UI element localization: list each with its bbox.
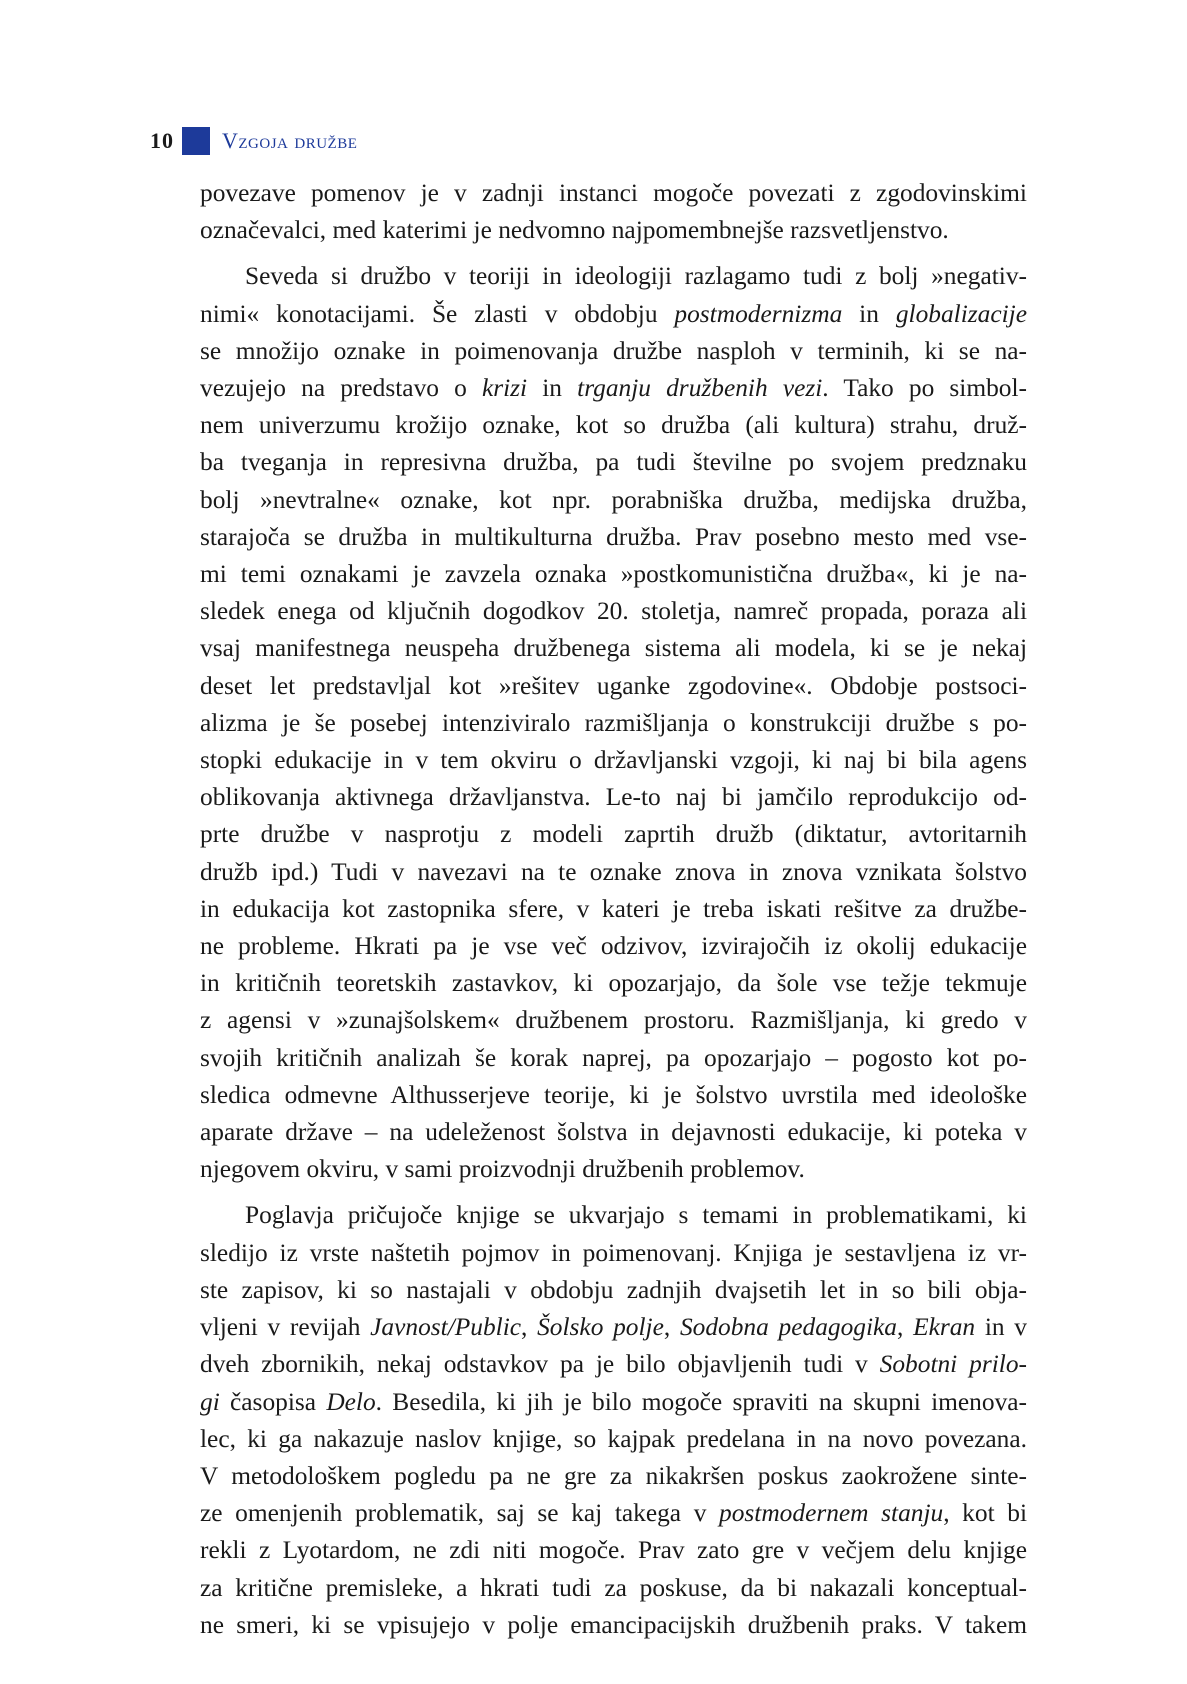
text-line — [200, 444, 1027, 481]
text-line — [200, 1607, 1027, 1644]
text-line — [200, 891, 1027, 928]
text-run: prte družbe v nasprotju z modeli zaprtih družb (diktatur, avtoritarnih — [200, 820, 1027, 849]
text-line — [200, 668, 1027, 705]
text-run: družb ipd.) Tudi v navezavi na te oznake znova in znova vznikata šolstvo — [200, 857, 1027, 886]
text-line — [200, 779, 1027, 816]
text-run: mi temi oznakami je zavzela oznaka »postkomunistična družba«, ki je na- — [200, 560, 1027, 589]
text-run: sledijo iz vrste naštetih pojmov in poimenovanj. Knjiga je sestavljena iz vr- — [200, 1238, 1027, 1267]
text-line — [200, 258, 1027, 295]
text-run: dveh zbornikih, nekaj odstavkov pa je bilo objavljenih tudi v — [200, 1350, 880, 1379]
text-run: , — [897, 1313, 914, 1342]
text-run: vsaj manifestnega neuspeha družbenega sistema ali modela, ki se je nekaj — [200, 634, 1027, 663]
text-line — [200, 1040, 1027, 1077]
text-run: ne smeri, ki se vpisujejo v polje emancipacijskih družbenih praks. V takem — [200, 1610, 1027, 1639]
text-line — [200, 1495, 1027, 1532]
text-line — [200, 1458, 1027, 1495]
text-run: ste zapisov, ki so nastajali v obdobju zadnjih dvajsetih let in so bili obja- — [200, 1275, 1027, 1304]
text-line — [200, 1077, 1027, 1114]
paragraph — [200, 258, 1027, 1188]
text-line — [200, 742, 1027, 779]
italic-term: postmodernizma — [674, 299, 843, 328]
text-run: rekli z Lyotardom, ne zdi niti mogoče. Prav zato gre v večjem delu knjige — [200, 1536, 1027, 1565]
text-line — [200, 1309, 1027, 1346]
text-line — [200, 407, 1027, 444]
text-run: deset let predstavljal kot »rešitev uganke zgodovine«. Obdobje postsoci- — [200, 671, 1027, 700]
text-line — [200, 816, 1027, 853]
text-line — [200, 482, 1027, 519]
text-run: lec, ki ga nakazuje naslov knjige, so kajpak predelana in na novo povezana. — [200, 1424, 1027, 1453]
text-run: svojih kritičnih analizah še korak naprej, pa opozarjajo – pogosto kot po- — [200, 1043, 1027, 1072]
text-line — [200, 1235, 1027, 1272]
text-run: V metodološkem pogledu pa ne gre za nikakršen poskus zaokrožene sinte- — [200, 1461, 1027, 1490]
text-run: . Tako po simbol- — [822, 374, 1027, 403]
text-run: in — [842, 299, 896, 328]
text-run: povezave pomenov je v zadnji instanci mogoče povezati z zgodovinskimi — [200, 179, 1027, 207]
text-run: , — [663, 1313, 680, 1342]
blue-square-marker — [182, 127, 210, 155]
text-run: njegovem okviru, v sami proizvodnji družbenih problemov. — [200, 1155, 805, 1184]
text-run: časopisa — [219, 1387, 327, 1416]
text-line — [200, 370, 1027, 407]
text-run: in v — [975, 1313, 1027, 1342]
italic-term: trganju družbenih vezi — [577, 374, 823, 403]
text-line — [200, 1384, 1027, 1421]
text-line — [200, 1421, 1027, 1458]
text-line — [200, 333, 1027, 370]
text-run: . Besedila, ki jih je bilo mogoče spraviti na skupni imenova- — [375, 1387, 1027, 1416]
text-run: se množijo oznake in poimenovanja družbe nasploh v terminih, ki se na- — [200, 336, 1027, 365]
text-line — [200, 175, 1027, 212]
text-line — [200, 1197, 1027, 1234]
text-run: sledica odmevne Althusserjeve teorije, ki je šolstvo uvrstila med ideološke — [200, 1080, 1027, 1109]
text-run: Poglavja pričujoče knjige se ukvarjajo s temami in problematikami, ki — [245, 1201, 1027, 1230]
text-run: , — [521, 1313, 538, 1342]
text-run: in — [527, 374, 578, 403]
text-line — [200, 1570, 1027, 1607]
italic-term: Sobotni prilo- — [879, 1350, 1027, 1379]
text-run: oblikovanja aktivnega državljanstva. Le-to naj bi jamčilo reprodukcijo od- — [200, 783, 1027, 812]
italic-term: Javnost/Public — [370, 1313, 522, 1342]
running-header — [150, 125, 357, 157]
italic-term: Šolsko polje — [537, 1313, 664, 1342]
italic-term: postmodernem stanju — [719, 1499, 944, 1528]
text-line — [200, 928, 1027, 965]
page-number: 10 — [150, 128, 174, 153]
text-line — [200, 212, 1027, 249]
body-text — [200, 175, 1027, 1653]
text-run: nimi« konotacijami. Še zlasti v obdobju — [200, 299, 675, 328]
paragraph — [200, 175, 1027, 249]
text-run: nem univerzumu krožijo oznake, kot so družba (ali kultura) strahu, druž- — [200, 411, 1027, 440]
text-run: označevalci, med katerimi je nedvomno najpomembnejše razsvetljenstvo. — [200, 216, 949, 245]
italic-term: Delo — [326, 1387, 376, 1416]
text-run: , kot bi — [943, 1499, 1027, 1528]
text-run: vljeni v revijah — [200, 1313, 371, 1342]
running-title: Vzgoja družbe — [222, 128, 358, 153]
italic-term: globalizacije — [895, 299, 1027, 328]
text-run: sledek enega od ključnih dogodkov 20. stoletja, namreč propada, poraza ali — [200, 597, 1027, 626]
text-line — [200, 1151, 1027, 1188]
italic-term: Sodobna pedagogika — [679, 1313, 897, 1342]
text-run: ze omenjenih problematik, saj se kaj takega v — [200, 1499, 720, 1528]
text-line — [200, 854, 1027, 891]
text-line — [200, 630, 1027, 667]
text-line — [200, 593, 1027, 630]
text-run: bolj »nevtralne« oznake, kot npr. porabniška družba, medijska družba, — [200, 485, 1027, 514]
text-line — [200, 1346, 1027, 1383]
text-line — [200, 965, 1027, 1002]
text-line — [200, 1272, 1027, 1309]
text-line — [200, 296, 1027, 333]
paragraph — [200, 1197, 1027, 1643]
text-run: starajoča se družba in multikulturna družba. Prav posebno mesto med vse- — [200, 522, 1027, 551]
text-line — [200, 1114, 1027, 1151]
text-line — [200, 705, 1027, 742]
text-line — [200, 519, 1027, 556]
italic-term: gi — [200, 1387, 220, 1416]
text-run: ne probleme. Hkrati pa je vse več odzivov, izvirajočih iz okolij edukacije — [200, 932, 1027, 961]
text-run: za kritične premisleke, a hkrati tudi za poskuse, da bi nakazali konceptual- — [200, 1573, 1027, 1602]
text-run: z agensi v »zunajšolskem« družbenem prostoru. Razmišljanja, ki gredo v — [200, 1006, 1027, 1035]
text-run: vezujejo na predstavo o — [200, 374, 482, 403]
text-run: aparate države – na udeleženost šolstva in dejavnosti edukacije, ki poteka v — [200, 1118, 1027, 1147]
text-line — [200, 1532, 1027, 1569]
text-line — [200, 556, 1027, 593]
text-run: Seveda si družbo v teoriji in ideologiji razlagamo tudi z bolj »negativ- — [245, 262, 1027, 291]
italic-term: Ekran — [913, 1313, 976, 1342]
text-line — [200, 1002, 1027, 1039]
text-run: ba tveganja in represivna družba, pa tudi številne po svojem predznaku — [200, 448, 1027, 477]
italic-term: krizi — [481, 374, 528, 403]
text-run: in kritičnih teoretskih zastavkov, ki opozarjajo, da šole vse težje tekmuje — [200, 969, 1027, 998]
text-run: alizma je še posebej intenziviralo razmišljanja o konstrukciji družbe s po- — [200, 708, 1027, 737]
text-run: in edukacija kot zastopnika sfere, v kateri je treba iskati rešitve za družbe- — [200, 894, 1027, 923]
text-run: stopki edukacije in v tem okviru o državljanski vzgoji, ki naj bi bila agens — [200, 746, 1027, 775]
